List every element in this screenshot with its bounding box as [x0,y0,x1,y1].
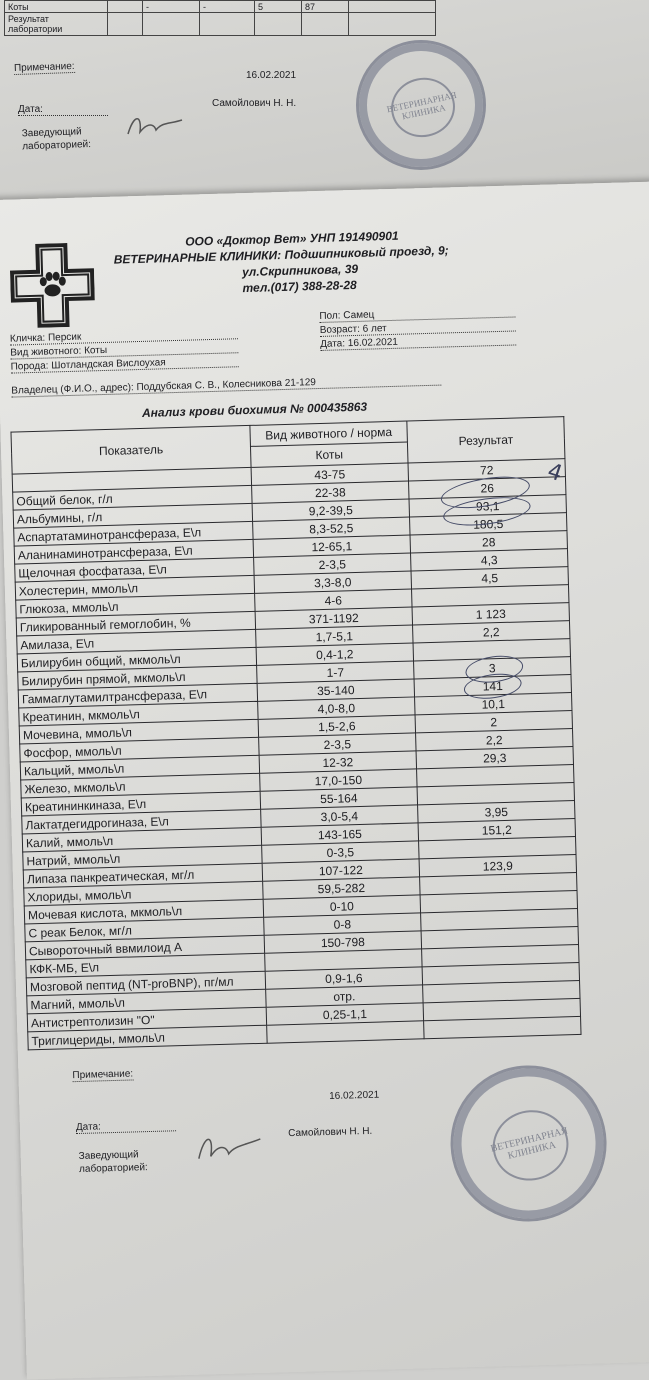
result-cell: 3,95 [418,801,575,823]
indicator-cell: Амилаза, Е\л [17,629,256,654]
indicator-cell: Билирубин общий, мкмоль\л [17,647,256,672]
norm-cell: 0,25-1,1 [266,1003,423,1025]
norm-cell: 2-3,5 [259,733,416,755]
header-line-3: ул.Скрипникова, 39 [241,261,359,280]
norm-cell: 0-8 [264,913,421,935]
norm-cell: 8,3-52,5 [253,517,410,539]
result-cell: 151,2 [418,819,575,841]
norm-cell: 0-3,5 [262,841,419,863]
previous-page [0,0,649,205]
indicator-cell: Антистрептолизин "О" [27,1007,266,1032]
norm-cell: 9,2-39,5 [252,499,409,521]
patient-name: Кличка: Персик [10,327,238,345]
lab-report-page [0,181,649,1380]
indicator-cell: Фосфор, ммоль\л [20,737,259,762]
result-cell: 180,5 [410,513,567,535]
header-line-4: тел.(017) 388-28-28 [242,277,357,296]
footer-date: 16.02.2021 [329,1089,380,1102]
indicator-cell: Креатининкиназа, Е\л [21,791,260,816]
indicator-cell: Аланинаминотрансфераза, Е\л [14,539,253,564]
result-cell: 26 [409,477,566,499]
patient-breed: Порода: Шотландская Вислоухая [11,355,239,373]
norm-cell: 3,0-5,4 [261,805,418,827]
indicator-cell: Калий, ммоль\л [22,827,261,852]
indicator-cell: Глюкоза, ммоль\л [16,593,255,618]
owner-line: Владелец (Ф.И.О., адрес): Поддубская С. В., Колесникова 21-129 [11,374,441,398]
header-line-1: ООО «Доктор Вет» УНП 191490901 [185,228,399,249]
footer-head-label: Заведующий лабораторией: [78,1149,148,1175]
prev-result-label: Результат лаборатории [5,13,108,36]
indicator-cell: Мочевина, ммоль\л [19,719,258,744]
handwritten-mark: 4 [544,458,566,488]
norm-cell: 55-164 [260,787,417,809]
result-cell: 4,5 [411,567,568,589]
indicator-cell: КФК-МБ, Е\л [26,953,265,978]
result-cell: 3 [414,657,571,679]
prev-signature [120,110,190,146]
indicator-cell: С реак Белок, мг/л [25,917,264,942]
patient-sex: Пол: Самец [319,305,515,322]
prev-stamp-text: ВЕТЕРИНАРНАЯ КЛИНИКА [386,72,460,142]
result-cell: 4,3 [411,549,568,571]
result-cell: 141 [414,675,571,697]
col-header-norm: Вид животного / норма [250,421,408,446]
indicator-cell: Гаммаглутамилтрансфераза, Е\л [18,683,257,708]
patient-age: Возраст: 6 лет [320,319,516,336]
indicator-cell: Липаза панкреатическая, мг/л [23,863,262,888]
indicator-cell: Триглицериды, ммоль\л [28,1025,267,1050]
result-cell: 123,9 [419,855,576,877]
norm-cell: 143-165 [261,823,418,845]
norm-cell: 371-1192 [255,607,412,629]
col-header-indicator: Показатель [11,425,251,474]
indicator-cell: Аспартатаминотрансфераза, Е\л [14,521,253,546]
norm-cell: 150-798 [264,931,421,953]
indicator-cell: Хлориды, ммоль\л [24,881,263,906]
result-cell: 29,3 [416,747,573,769]
norm-cell: 107-122 [262,859,419,881]
norm-cell: 1-7 [257,661,414,683]
indicator-cell: Мозговой пептид (NT-proBNP), пг/мл [26,971,265,996]
report-title: Анализ крови биохимия № 000435863 [141,399,368,420]
norm-cell: 1,7-5,1 [256,625,413,647]
prev-note-label: Примечание: [13,60,75,75]
result-cell [424,1016,581,1038]
previous-table: Коты - - 5 87 Результат лаборатории [4,0,436,36]
result-cell: 2 [415,711,572,733]
result-cell: 2,2 [413,621,570,643]
prev-row-label: Коты [5,1,108,13]
result-cell: 28 [410,531,567,553]
indicator-cell: Натрий, ммоль\л [23,845,262,870]
indicator-cell: Кальций, ммоль\л [20,755,259,780]
norm-cell: 17,0-150 [260,769,417,791]
footer-signature [188,1127,269,1173]
norm-cell: 59,5-282 [263,877,420,899]
indicator-cell: Мочевая кислота, мкмоль\л [24,899,263,924]
indicator-cell: Альбумины, г/л [13,503,252,528]
norm-cell: отр. [266,985,423,1007]
indicator-cell: Железо, мкмоль\л [21,773,260,798]
indicator-cell: Билирубин прямой, мкмоль\л [18,665,257,690]
norm-cell: 0,9-1,6 [265,967,422,989]
result-cell: 1 123 [412,603,569,625]
norm-cell: 4-6 [255,589,412,611]
norm-cell [267,1021,424,1043]
indicator-cell: Магний, ммоль\л [27,989,266,1014]
norm-cell: 4,0-8,0 [258,697,415,719]
indicator-cell: Холестерин, ммоль\л [15,575,254,600]
result-cell: 2,2 [416,729,573,751]
norm-cell: 3,3-8,0 [254,571,411,593]
note-label: Примечание: [72,1068,134,1082]
prev-stamp [356,40,486,170]
norm-cell: 2-3,5 [254,553,411,575]
clinic-cross-logo [9,242,95,328]
result-cell: 93,1 [409,495,566,517]
patient-date: Дата: 16.02.2021 [320,333,516,350]
footer-head-name: Самойлович Н. Н. [288,1125,373,1140]
col-header-result: Результат [407,417,565,463]
footer-stamp-text: ВЕТЕРИНАРНАЯ КЛИНИКА [485,1102,575,1188]
norm-cell: 43-75 [251,463,408,485]
norm-cell: 35-140 [257,679,414,701]
results-body [12,459,581,1050]
col-header-species: Коты [250,442,408,467]
indicator-cell: Креатинин, мкмоль\л [19,701,258,726]
indicator-cell: Сывороточный ввмилоид А [25,935,264,960]
prev-head-name: Самойлович Н. Н. [212,98,297,109]
prev-head-label: Заведующий лабораторией: [21,126,92,153]
norm-cell: 1,5-2,6 [258,715,415,737]
norm-cell: 12-65,1 [253,535,410,557]
indicator-cell: Гликированный гемоглобин, % [16,611,255,636]
indicator-cell: Щелочная фосфатаза, Е\л [15,557,254,582]
indicator-cell: Лактатдегидрогиназа, Е\л [22,809,261,834]
result-cell: 72 [408,459,565,481]
prev-date: 16.02.2021 [246,70,297,81]
indicator-cell: Общий белок, г/л [13,485,252,510]
footer-date-label: Дата: [76,1119,176,1134]
norm-cell: 0-10 [263,895,420,917]
footer-stamp [448,1063,608,1223]
norm-cell: 12-32 [259,751,416,773]
norm-cell: 22-38 [252,481,409,503]
patient-species: Вид животного: Коты [10,341,238,359]
norm-cell: 0,4-1,2 [256,643,413,665]
prev-date-label: Дата: [18,104,108,116]
result-cell: 10,1 [415,693,572,715]
header-line-2: ВЕТЕРИНАРНЫЕ КЛИНИКИ: Подшипниковый проезд, 9; [113,243,449,267]
